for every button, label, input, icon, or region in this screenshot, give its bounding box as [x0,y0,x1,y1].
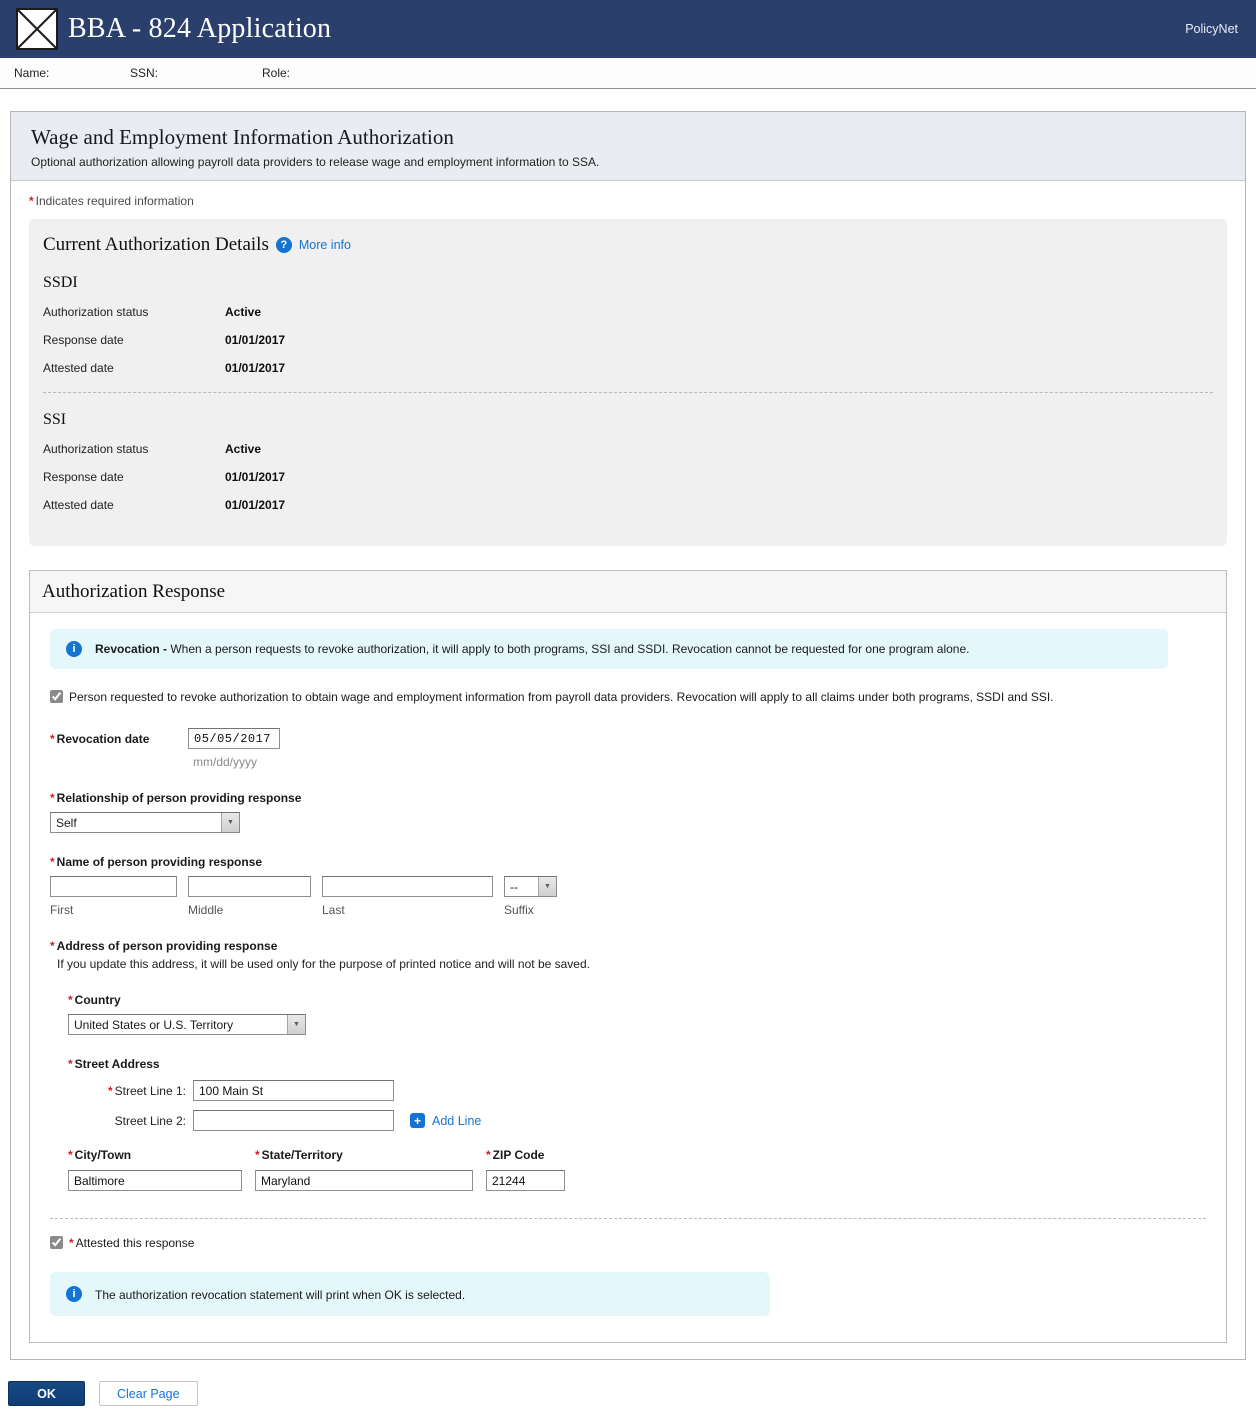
info-icon: i [66,641,82,657]
clear-page-button[interactable]: Clear Page [99,1381,198,1406]
city-input[interactable] [68,1170,242,1191]
page-subtitle: Optional authorization allowing payroll data providers to release wage and employment information to SSA. [31,155,600,169]
required-asterisk: * [68,993,73,1007]
street-line-2-label: Street Line 2: [114,1113,186,1128]
detail-label: Attested date [43,498,114,512]
print-info-box [50,1272,770,1316]
program-heading-ssi: SSI [43,411,67,428]
required-asterisk: * [50,732,55,746]
street-line-2-row [68,1110,1206,1131]
required-asterisk: * [486,1148,491,1162]
detail-value: Active [225,305,262,319]
add-line-control[interactable] [410,1113,481,1128]
attested-checkbox[interactable] [50,1236,63,1249]
detail-value: 01/01/2017 [225,498,286,512]
required-asterisk: * [69,1236,74,1250]
main-container [10,111,1246,1360]
country-field [68,993,1206,1035]
revoke-authorization-row [50,690,1206,704]
current-authorization-panel [29,219,1227,546]
detail-row [43,305,1213,319]
authorization-response-title: Authorization Response [42,581,226,602]
section-divider [43,392,1213,393]
required-asterisk: * [50,939,55,953]
detail-value: 01/01/2017 [225,333,286,347]
last-name-input[interactable] [322,876,493,897]
country-select[interactable] [68,1014,306,1035]
identity-bar [0,58,1256,89]
required-asterisk: * [68,1148,73,1162]
address-note: If you update this address, it will be used only for the purpose of printed notice and will not be saved. [57,957,590,971]
info-icon: i [66,1286,82,1302]
page-title: Wage and Employment Information Authorization [31,125,454,149]
section-divider [50,1218,1206,1219]
country-label: * Country [68,993,121,1007]
role-label: Role: [262,66,291,80]
detail-row [43,333,1213,347]
ok-button[interactable]: OK [8,1381,85,1406]
revoke-authorization-checkbox[interactable] [50,690,63,703]
detail-value: Active [225,442,262,456]
relationship-select[interactable] [50,812,240,833]
program-heading-ssdi: SSDI [43,274,78,291]
detail-label: Authorization status [43,442,149,456]
relationship-selected-value: Self [56,815,77,830]
required-note [29,194,1227,208]
required-note-text: Indicates required information [35,194,194,208]
suffix-select[interactable] [504,876,557,897]
more-info-link[interactable]: More info [298,238,351,252]
street-line-1-input[interactable] [193,1080,394,1101]
required-asterisk: * [68,1057,73,1071]
attested-label: * Attested this response [69,1236,195,1250]
city-label: * City/Town [68,1148,132,1162]
suffix-selected-value: -- [510,879,518,894]
middle-name-input[interactable] [188,876,311,897]
revocation-info-bold: Revocation - [95,642,168,656]
detail-label: Response date [43,333,124,347]
required-asterisk: * [50,791,55,805]
state-label: * State/Territory [255,1148,343,1162]
detail-label: Authorization status [43,305,149,319]
required-asterisk: * [50,855,55,869]
detail-value: 01/01/2017 [225,470,286,484]
ssn-label: SSN: [130,66,159,80]
zip-input[interactable] [486,1170,565,1191]
revocation-info-body: When a person requests to revoke authorization, it will apply to both programs, SSI and SSDI. Revocation cannot be requested for one program alone. [170,642,970,656]
required-asterisk: * [107,1083,113,1098]
required-asterisk: * [29,194,34,208]
detail-value: 01/01/2017 [225,361,286,375]
current-auth-title: Current Authorization Details [43,234,269,255]
authorization-response-header [30,571,1226,613]
suffix-label: Suffix [504,903,534,917]
chevron-down-icon: ▼ [287,1015,305,1034]
zip-label: * ZIP Code [486,1148,545,1162]
state-input[interactable] [255,1170,473,1191]
name-field-group [50,855,1206,917]
revocation-info-box [50,629,1168,669]
first-name-label: First [50,903,74,917]
help-icon[interactable]: ? [276,237,292,253]
street-line-1-label: * Street Line 1: [107,1083,186,1098]
relationship-label: * Relationship of person providing response [50,791,302,805]
app-logo-icon [16,8,58,50]
first-name-input[interactable] [50,876,177,897]
address-group-label: * Address of person providing response [50,939,278,953]
app-title: BBA - 824 Application [68,13,332,44]
page-header [11,112,1245,181]
required-asterisk: * [255,1148,260,1162]
print-info-text: The authorization revocation statement will print when OK is selected. [95,1287,466,1302]
last-name-label: Last [322,903,345,917]
detail-row [43,442,1213,456]
name-group-label: * Name of person providing response [50,855,263,869]
address-field-group [50,939,1206,1191]
city-state-zip-row [68,1148,1206,1191]
street-line-2-input[interactable] [193,1110,394,1131]
detail-row [43,361,1213,375]
revocation-date-field [50,728,1206,769]
middle-name-label: Middle [188,903,224,917]
revocation-date-input[interactable] [188,728,280,749]
detail-label: Attested date [43,361,114,375]
attested-row [50,1236,1206,1250]
revoke-authorization-label: Person requested to revoke authorization to obtain wage and employment information from payroll data providers. Revocation will apply to all claims under both programs, SSDI and SSI. [69,690,1054,704]
detail-row [43,498,1213,512]
policynet-link[interactable]: PolicyNet [1185,22,1238,36]
detail-label: Response date [43,470,124,484]
revocation-info-text [95,642,969,656]
street-address-group [68,1057,1206,1131]
street-line-1-row [68,1080,1206,1101]
date-format-hint: mm/dd/yyyy [193,755,258,769]
relationship-field [50,791,1206,833]
authorization-response-panel [29,570,1227,1343]
footer-actions [8,1381,1248,1406]
add-icon[interactable]: + [410,1113,425,1128]
street-address-label: * Street Address [68,1057,160,1071]
app-header [0,0,1256,58]
detail-row [43,470,1213,484]
chevron-down-icon: ▼ [221,813,239,832]
chevron-down-icon: ▼ [538,877,556,896]
add-line-link[interactable]: Add Line [432,1113,482,1128]
revocation-date-label: * Revocation date [50,732,150,746]
name-label: Name: [14,66,50,80]
country-selected-value: United States or U.S. Territory [74,1017,234,1032]
